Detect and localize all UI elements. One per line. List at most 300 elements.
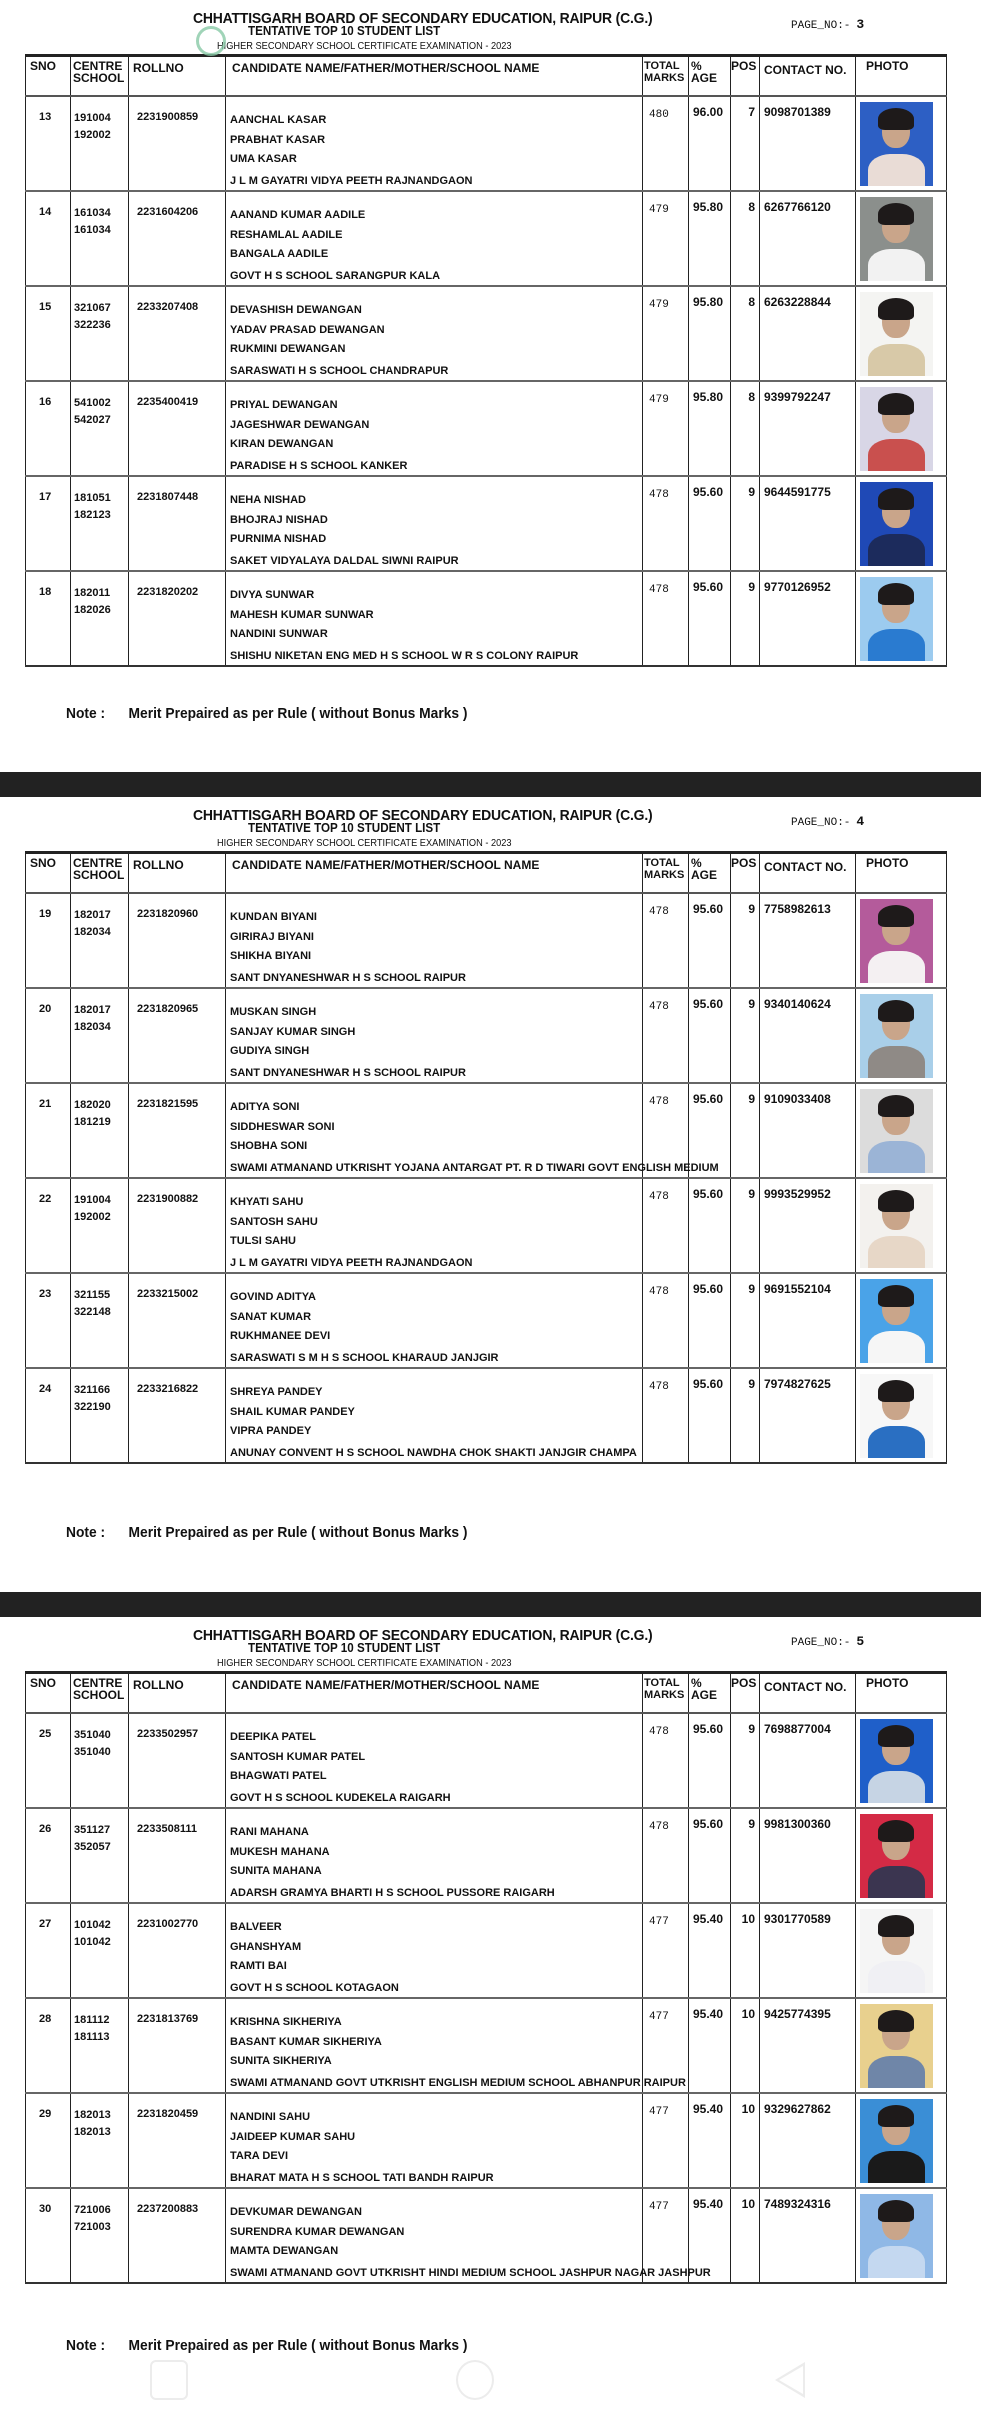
position-cell: 9	[731, 893, 760, 988]
board-title: CHHATTISGARH BOARD OF SECONDARY EDUCATION, RAIPUR (C.G.)	[193, 10, 653, 27]
table-row	[26, 286, 947, 381]
mother-name: TULSI SAHU	[230, 1234, 296, 1247]
school-name: SWAMI ATMANAND GOVT UTKRISHT ENGLISH MEDIUM SCHOOL ABHANPUR RAIPUR	[230, 2076, 686, 2089]
position-cell: 8	[731, 381, 760, 476]
rollno-cell: 2231807448	[129, 476, 226, 571]
position-cell: 9	[731, 988, 760, 1083]
photo-hair-shape	[878, 905, 914, 927]
photo-cell	[856, 988, 947, 1083]
candidate-cell	[226, 1368, 643, 1463]
school-name: ANUNAY CONVENT H S SCHOOL NAWDHA CHOK SHAKTI JANJGIR CHAMPA	[230, 1446, 637, 1459]
father-name: JAGESHWAR DEWANGAN	[230, 418, 370, 431]
total-marks-cell: 478	[643, 1178, 689, 1273]
col-header-contact: CONTACT NO.	[760, 56, 856, 96]
list-title: TENTATIVE TOP 10 STUDENT LIST	[248, 24, 441, 38]
mother-name: RUKMINI DEWANGAN	[230, 342, 346, 355]
centre-school-cell	[71, 1808, 129, 1903]
centre-code: 191004	[74, 1193, 111, 1206]
centre-school-cell	[71, 2093, 129, 2188]
photo-cell	[856, 96, 947, 191]
school-code: 192002	[74, 128, 111, 141]
sno-cell: 29	[26, 2093, 71, 2188]
centre-school-cell	[71, 571, 129, 666]
position-cell: 10	[731, 2093, 760, 2188]
photo-body-shape	[868, 1236, 925, 1268]
student-photo	[860, 197, 933, 281]
school-code: 182034	[74, 925, 111, 938]
photo-hair-shape	[878, 108, 914, 130]
school-code: 181113	[74, 2030, 110, 2043]
photo-body-shape	[868, 344, 925, 376]
list-title: TENTATIVE TOP 10 STUDENT LIST	[248, 1641, 441, 1655]
sno-cell: 24	[26, 1368, 71, 1463]
position-cell: 10	[731, 2188, 760, 2283]
exam-title: HIGHER SECONDARY SCHOOL CERTIFICATE EXAMINATION - 2023	[217, 40, 512, 52]
centre-school-cell	[71, 286, 129, 381]
contact-cell: 7698877004	[760, 1713, 856, 1808]
father-name: SHAIL KUMAR PANDEY	[230, 1405, 355, 1418]
rollno-cell: 2231821595	[129, 1083, 226, 1178]
contact-cell: 9993529952	[760, 1178, 856, 1273]
photo-cell	[856, 381, 947, 476]
candidate-name: SHREYA PANDEY	[230, 1385, 323, 1398]
total-marks-cell: 478	[643, 1713, 689, 1808]
student-photo	[860, 482, 933, 566]
rollno-cell: 2233215002	[129, 1273, 226, 1368]
mother-name: NANDINI SUNWAR	[230, 627, 328, 640]
total-marks-cell: 478	[643, 571, 689, 666]
sno-cell: 30	[26, 2188, 71, 2283]
school-name: GOVT H S SCHOOL SARANGPUR KALA	[230, 269, 441, 282]
sno-cell: 13	[26, 96, 71, 191]
school-name: SAKET VIDYALAYA DALDAL SIWNI RAIPUR	[230, 554, 459, 567]
page-number	[791, 17, 864, 32]
total-marks-cell: 477	[643, 1998, 689, 2093]
contact-cell: 6267766120	[760, 191, 856, 286]
percentage-cell: 95.40	[689, 2188, 731, 2283]
photo-hair-shape	[878, 1285, 914, 1307]
rollno-cell: 2231604206	[129, 191, 226, 286]
mother-name: KIRAN DEWANGAN	[230, 437, 334, 450]
rollno-cell: 2231813769	[129, 1998, 226, 2093]
col-header-pos: POS	[731, 1673, 760, 1713]
col-header-total-marks: TOTAL MARKS	[643, 1673, 689, 1713]
centre-code: 351040	[74, 1728, 111, 1741]
school-name: BHARAT MATA H S SCHOOL TATI BANDH RAIPUR	[230, 2171, 494, 2184]
photo-body-shape	[868, 154, 925, 186]
centre-code: 321067	[74, 301, 111, 314]
contact-cell: 7974827625	[760, 1368, 856, 1463]
candidate-cell	[226, 286, 643, 381]
total-marks-cell: 479	[643, 381, 689, 476]
photo-cell	[856, 1713, 947, 1808]
centre-code: 182011	[74, 586, 111, 599]
centre-code: 541002	[74, 396, 111, 409]
sno-cell: 20	[26, 988, 71, 1083]
photo-body-shape	[868, 1426, 925, 1458]
photo-body-shape	[868, 1866, 925, 1898]
note-text: Merit Prepaired as per Rule ( without Bonus Marks )	[128, 2337, 468, 2354]
mother-name: UMA KASAR	[230, 152, 297, 165]
page-separator	[0, 772, 981, 797]
percentage-cell: 95.60	[689, 1083, 731, 1178]
candidate-cell	[226, 476, 643, 571]
photo-body-shape	[868, 629, 925, 661]
candidate-name: PRIYAL DEWANGAN	[230, 398, 338, 411]
photo-hair-shape	[878, 393, 914, 415]
photo-hair-shape	[878, 1190, 914, 1212]
father-name: SIDDHESWAR SONI	[230, 1120, 335, 1133]
total-marks-cell: 480	[643, 96, 689, 191]
board-title: CHHATTISGARH BOARD OF SECONDARY EDUCATION, RAIPUR (C.G.)	[193, 1627, 653, 1644]
centre-code: 101042	[74, 1918, 111, 1931]
school-name: SWAMI ATMANAND UTKRISHT YOJANA ANTARGAT PT. R D TIWARI GOVT ENGLISH MEDIUM	[230, 1161, 719, 1174]
rollno-cell: 2231820965	[129, 988, 226, 1083]
recents-icon[interactable]	[150, 2360, 188, 2400]
total-marks-cell: 478	[643, 1273, 689, 1368]
centre-school-cell	[71, 96, 129, 191]
page-number	[791, 814, 864, 829]
father-name: SANTOSH SAHU	[230, 1215, 318, 1228]
page-number	[791, 1634, 864, 1649]
photo-cell	[856, 571, 947, 666]
centre-code: 181051	[74, 491, 111, 504]
contact-cell: 9340140624	[760, 988, 856, 1083]
candidate-cell	[226, 381, 643, 476]
total-marks-cell: 477	[643, 2188, 689, 2283]
list-title: TENTATIVE TOP 10 STUDENT LIST	[248, 821, 441, 835]
total-marks-cell: 478	[643, 476, 689, 571]
page-number-value: 3	[856, 17, 865, 32]
table-row	[26, 1903, 947, 1998]
photo-hair-shape	[878, 583, 914, 605]
sno-cell: 14	[26, 191, 71, 286]
table-row	[26, 988, 947, 1083]
table-body	[26, 96, 947, 666]
photo-hair-shape	[878, 2105, 914, 2127]
father-name: SANJAY KUMAR SINGH	[230, 1025, 356, 1038]
note-label: Note :	[66, 2337, 106, 2354]
candidate-cell	[226, 988, 643, 1083]
centre-code: 182013	[74, 2108, 111, 2121]
sno-cell: 15	[26, 286, 71, 381]
col-header-centre-school: CENTRE SCHOOL	[71, 853, 129, 893]
col-header-contact: CONTACT NO.	[760, 853, 856, 893]
photo-hair-shape	[878, 298, 914, 320]
col-header-rollno: ROLLNO	[129, 853, 226, 893]
col-header-percentage: % AGE	[689, 56, 731, 96]
document-page-5	[0, 1617, 981, 2410]
centre-school-cell	[71, 381, 129, 476]
position-cell: 10	[731, 1998, 760, 2093]
candidate-cell	[226, 2093, 643, 2188]
document-page-4	[0, 797, 981, 1592]
col-header-sno: SNO	[26, 1673, 71, 1713]
home-icon[interactable]	[456, 2360, 494, 2400]
table-header-row	[26, 1673, 947, 1713]
candidate-cell	[226, 1273, 643, 1368]
note-label: Note :	[66, 705, 106, 722]
candidate-name: RANI MAHANA	[230, 1825, 309, 1838]
candidate-name: KHYATI SAHU	[230, 1195, 304, 1208]
photo-cell	[856, 1273, 947, 1368]
centre-school-cell	[71, 1273, 129, 1368]
father-name: BASANT KUMAR SIKHERIYA	[230, 2035, 382, 2048]
school-name: SWAMI ATMANAND GOVT UTKRISHT HINDI MEDIUM SCHOOL JASHPUR NAGAR JASHPUR	[230, 2266, 711, 2279]
school-name: SANT DNYANESHWAR H S SCHOOL RAIPUR	[230, 1066, 466, 1079]
table-row	[26, 476, 947, 571]
rollno-cell: 2231002770	[129, 1903, 226, 1998]
photo-cell	[856, 1808, 947, 1903]
contact-cell: 9399792247	[760, 381, 856, 476]
page-separator	[0, 1592, 981, 1617]
candidate-name: MUSKAN SINGH	[230, 1005, 317, 1018]
table-row	[26, 1713, 947, 1808]
centre-code: 351127	[74, 1823, 111, 1836]
school-name: ADARSH GRAMYA BHARTI H S SCHOOL PUSSORE RAIGARH	[230, 1886, 555, 1899]
photo-body-shape	[868, 1046, 925, 1078]
centre-code: 182017	[74, 1003, 111, 1016]
col-header-candidate: CANDIDATE NAME/FATHER/MOTHER/SCHOOL NAME	[226, 1673, 643, 1713]
mother-name: RUKHMANEE DEVI	[230, 1329, 331, 1342]
mother-name: GUDIYA SINGH	[230, 1044, 310, 1057]
col-header-pos: POS	[731, 853, 760, 893]
photo-body-shape	[868, 1771, 925, 1803]
table-row	[26, 1178, 947, 1273]
col-header-photo: PHOTO	[856, 853, 947, 893]
contact-cell: 6263228844	[760, 286, 856, 381]
candidate-cell	[226, 191, 643, 286]
exam-title: HIGHER SECONDARY SCHOOL CERTIFICATE EXAMINATION - 2023	[217, 837, 512, 849]
photo-cell	[856, 2093, 947, 2188]
school-code: 352057	[74, 1840, 111, 1853]
school-code: 542027	[74, 413, 111, 426]
position-cell: 9	[731, 1368, 760, 1463]
col-header-rollno: ROLLNO	[129, 56, 226, 96]
student-photo	[860, 2004, 933, 2088]
photo-cell	[856, 1083, 947, 1178]
mother-name: RAMTI BAI	[230, 1959, 287, 1972]
total-marks-cell: 478	[643, 988, 689, 1083]
student-photo	[860, 292, 933, 376]
table-row	[26, 1998, 947, 2093]
col-header-sno: SNO	[26, 56, 71, 96]
school-name: J L M GAYATRI VIDYA PEETH RAJNANDGAON	[230, 1256, 473, 1269]
rollno-cell: 2231820960	[129, 893, 226, 988]
candidate-name: ADITYA SONI	[230, 1100, 300, 1113]
photo-cell	[856, 893, 947, 988]
father-name: MAHESH KUMAR SUNWAR	[230, 608, 374, 621]
mother-name: TARA DEVI	[230, 2149, 289, 2162]
centre-school-cell	[71, 1713, 129, 1808]
rollno-cell: 2233216822	[129, 1368, 226, 1463]
total-marks-cell: 479	[643, 191, 689, 286]
father-name: SANTOSH KUMAR PATEL	[230, 1750, 366, 1763]
page-number-label: PAGE_NO:-	[791, 20, 851, 32]
candidate-name: NANDINI SAHU	[230, 2110, 311, 2123]
mother-name: SHIKHA BIYANI	[230, 949, 312, 962]
student-photo	[860, 1279, 933, 1363]
note-label: Note :	[66, 1524, 106, 1541]
percentage-cell: 95.80	[689, 381, 731, 476]
school-code: 182026	[74, 603, 111, 616]
merit-note	[66, 705, 467, 722]
student-photo	[860, 1909, 933, 1993]
contact-cell: 9644591775	[760, 476, 856, 571]
school-code: 182034	[74, 1020, 111, 1033]
school-name: SANT DNYANESHWAR H S SCHOOL RAIPUR	[230, 971, 466, 984]
centre-code: 191004	[74, 111, 111, 124]
percentage-cell: 95.40	[689, 2093, 731, 2188]
position-cell: 9	[731, 571, 760, 666]
page-header	[0, 1617, 981, 1672]
photo-body-shape	[868, 1961, 925, 1993]
mother-name: SUNITA MAHANA	[230, 1864, 322, 1877]
candidate-name: DEEPIKA PATEL	[230, 1730, 316, 1743]
sno-cell: 21	[26, 1083, 71, 1178]
table-row	[26, 191, 947, 286]
table-row	[26, 1083, 947, 1178]
centre-code: 182017	[74, 908, 111, 921]
photo-body-shape	[868, 951, 925, 983]
centre-code: 182020	[74, 1098, 111, 1111]
board-title: CHHATTISGARH BOARD OF SECONDARY EDUCATION, RAIPUR (C.G.)	[193, 807, 653, 824]
position-cell: 8	[731, 286, 760, 381]
photo-body-shape	[868, 2056, 925, 2088]
page-header	[0, 0, 981, 55]
table-header-row	[26, 56, 947, 96]
candidate-name: KUNDAN BIYANI	[230, 910, 317, 923]
sno-cell: 27	[26, 1903, 71, 1998]
position-cell: 7	[731, 96, 760, 191]
page-header	[0, 797, 981, 852]
candidate-name: DEVASHISH DEWANGAN	[230, 303, 362, 316]
table-row	[26, 2093, 947, 2188]
position-cell: 9	[731, 476, 760, 571]
student-photo	[860, 2099, 933, 2183]
photo-cell	[856, 1368, 947, 1463]
total-marks-cell: 479	[643, 286, 689, 381]
father-name: BHOJRAJ NISHAD	[230, 513, 328, 526]
father-name: YADAV PRASAD DEWANGAN	[230, 323, 385, 336]
contact-cell: 9425774395	[760, 1998, 856, 2093]
back-icon[interactable]	[775, 2362, 805, 2398]
school-code: 181219	[74, 1115, 111, 1128]
table-body	[26, 893, 947, 1463]
col-header-rollno: ROLLNO	[129, 1673, 226, 1713]
sno-cell: 19	[26, 893, 71, 988]
sno-cell: 22	[26, 1178, 71, 1273]
candidate-cell	[226, 1713, 643, 1808]
rollno-cell: 2233502957	[129, 1713, 226, 1808]
total-marks-cell: 477	[643, 2093, 689, 2188]
candidate-name: AANCHAL KASAR	[230, 113, 327, 126]
photo-hair-shape	[878, 2200, 914, 2222]
candidate-name: DIVYA SUNWAR	[230, 588, 315, 601]
photo-cell	[856, 476, 947, 571]
page-number-label: PAGE_NO:-	[791, 1637, 851, 1649]
photo-cell	[856, 191, 947, 286]
col-header-total-marks: TOTAL MARKS	[643, 853, 689, 893]
contact-cell: 9770126952	[760, 571, 856, 666]
school-name: SHISHU NIKETAN ENG MED H S SCHOOL W R S COLONY RAIPUR	[230, 649, 579, 662]
document-page-3	[0, 0, 981, 772]
school-name: SARASWATI S M H S SCHOOL KHARAUD JANJGIR	[230, 1351, 499, 1364]
mother-name: VIPRA PANDEY	[230, 1424, 312, 1437]
photo-cell	[856, 2188, 947, 2283]
android-nav-bar	[0, 2352, 981, 2412]
centre-school-cell	[71, 2188, 129, 2283]
percentage-cell: 95.60	[689, 1178, 731, 1273]
contact-cell: 7758982613	[760, 893, 856, 988]
note-text: Merit Prepaired as per Rule ( without Bonus Marks )	[128, 705, 468, 722]
candidate-name: NEHA NISHAD	[230, 493, 306, 506]
position-cell: 10	[731, 1903, 760, 1998]
candidate-name: KRISHNA SIKHERIYA	[230, 2015, 342, 2028]
rollno-cell: 2231900859	[129, 96, 226, 191]
candidate-cell	[226, 1178, 643, 1273]
col-header-photo: PHOTO	[856, 56, 947, 96]
rollno-cell: 2233207408	[129, 286, 226, 381]
centre-school-cell	[71, 988, 129, 1083]
candidate-name: GOVIND ADITYA	[230, 1290, 316, 1303]
photo-body-shape	[868, 534, 925, 566]
father-name: GIRIRAJ BIYANI	[230, 930, 314, 943]
total-marks-cell: 478	[643, 893, 689, 988]
school-name: GOVT H S SCHOOL KOTAGAON	[230, 1981, 399, 1994]
mother-name: SUNITA SIKHERIYA	[230, 2054, 332, 2067]
col-header-sno: SNO	[26, 853, 71, 893]
sno-cell: 28	[26, 1998, 71, 2093]
student-photo	[860, 1184, 933, 1268]
table-header-row	[26, 853, 947, 893]
percentage-cell: 95.80	[689, 286, 731, 381]
percentage-cell: 95.60	[689, 1808, 731, 1903]
merit-table	[25, 851, 947, 1464]
student-photo	[860, 1374, 933, 1458]
table-row	[26, 1368, 947, 1463]
school-code: 322148	[74, 1305, 111, 1318]
school-code: 351040	[74, 1745, 111, 1758]
school-name: GOVT H S SCHOOL KUDEKELA RAIGARH	[230, 1791, 451, 1804]
table-row	[26, 893, 947, 988]
school-code: 101042	[74, 1935, 111, 1948]
candidate-cell	[226, 96, 643, 191]
mother-name: MAMTA DEWANGAN	[230, 2244, 339, 2257]
percentage-cell: 95.40	[689, 1903, 731, 1998]
sno-cell: 18	[26, 571, 71, 666]
merit-table	[25, 54, 947, 667]
table-row	[26, 1808, 947, 1903]
position-cell: 9	[731, 1273, 760, 1368]
col-header-candidate: CANDIDATE NAME/FATHER/MOTHER/SCHOOL NAME	[226, 56, 643, 96]
centre-school-cell	[71, 1998, 129, 2093]
percentage-cell: 95.60	[689, 476, 731, 571]
centre-school-cell	[71, 893, 129, 988]
father-name: SURENDRA KUMAR DEWANGAN	[230, 2225, 405, 2238]
table-row	[26, 381, 947, 476]
student-photo	[860, 1719, 933, 1803]
school-code: 161034	[74, 223, 111, 236]
sno-cell: 16	[26, 381, 71, 476]
table-row	[26, 96, 947, 191]
centre-code: 321166	[74, 1383, 111, 1396]
sno-cell: 23	[26, 1273, 71, 1368]
contact-cell: 9329627862	[760, 2093, 856, 2188]
photo-body-shape	[868, 1141, 925, 1173]
photo-hair-shape	[878, 203, 914, 225]
school-name: J L M GAYATRI VIDYA PEETH RAJNANDGAON	[230, 174, 473, 187]
